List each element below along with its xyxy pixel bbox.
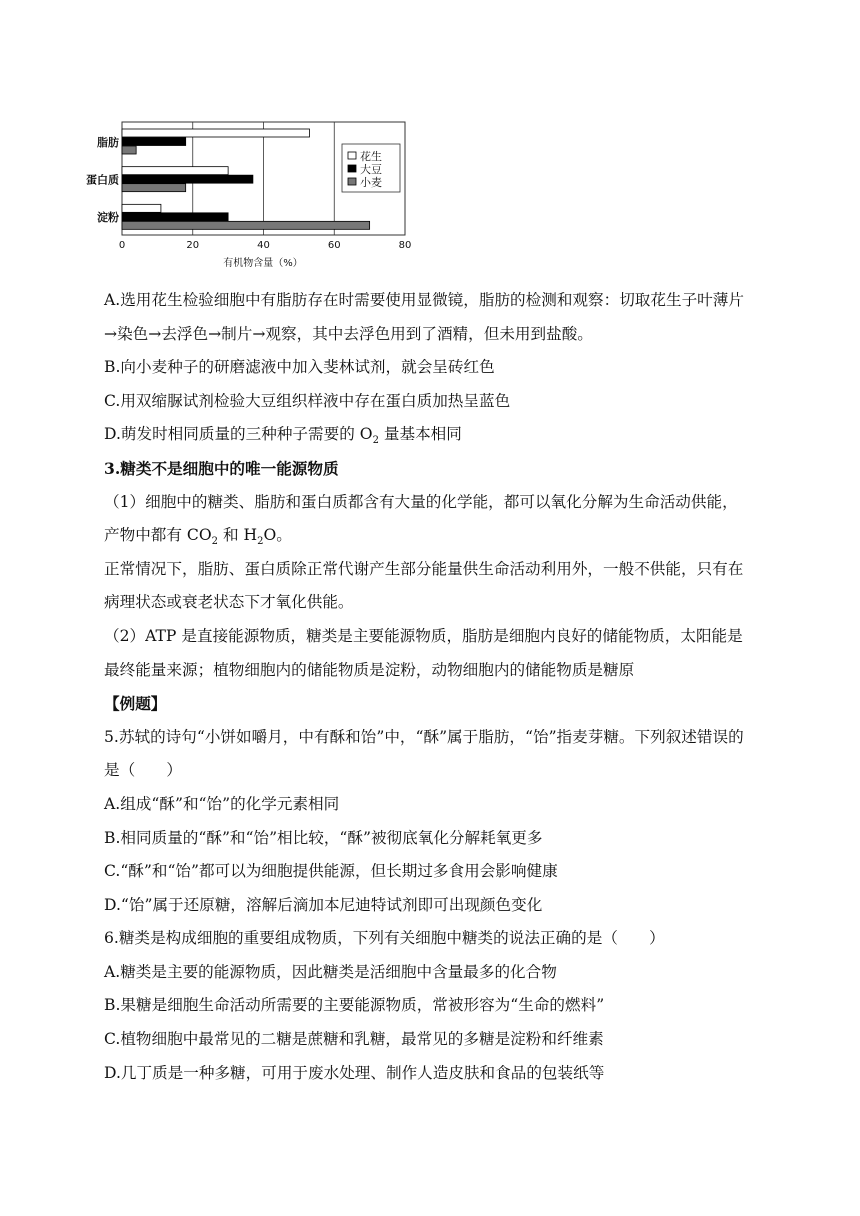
q5-option-d: D.“饴”属于还原糖，溶解后滴加本尼迪特试剂即可出现颜色变化 bbox=[104, 895, 543, 914]
subscript-co2: 2 bbox=[211, 536, 219, 548]
option-b: B.向小麦种子的研磨滤液中加入斐林试剂，就会呈砖红色 bbox=[104, 358, 495, 377]
section-3-p2-line2: 病理状态或衰老状态下才氧化供能。 bbox=[104, 593, 354, 612]
p1-text-c: O。 bbox=[263, 526, 292, 545]
legend-label: 大豆 bbox=[360, 163, 382, 176]
section-3-heading: 3.糖类不是细胞中的唯一能源物质 bbox=[104, 458, 339, 478]
chart-bars bbox=[122, 129, 370, 229]
q6-option-b: B.果糖是细胞生命活动所需要的主要能源物质，常被形容为“生命的燃料” bbox=[104, 996, 605, 1015]
document-body bbox=[104, 284, 794, 1090]
q6-option-c: C.植物细胞中最常见的二糖是蔗糖和乳糖，最常见的多糖是淀粉和纤维素 bbox=[104, 1030, 604, 1049]
option-d-text: D.萌发时相同质量的三种种子需要的 O bbox=[104, 425, 373, 444]
chart-x-axis-label: 有机物含量（%） bbox=[223, 258, 303, 269]
x-tick-label: 40 bbox=[257, 240, 270, 251]
organic-content-bar-chart bbox=[80, 114, 420, 274]
chart-x-tick-labels bbox=[119, 240, 412, 251]
x-tick-label: 20 bbox=[186, 240, 200, 251]
bar bbox=[122, 175, 253, 183]
option-d bbox=[104, 418, 794, 452]
subscript-h2o: 2 bbox=[257, 536, 264, 548]
bar bbox=[122, 138, 186, 146]
section-3-p1-line2 bbox=[104, 519, 794, 553]
q5-stem-line2: 是（ ） bbox=[104, 761, 182, 780]
p1-text-b: 和 H bbox=[218, 526, 258, 545]
q5-option-b: B.相同质量的“酥”和“饴”相比较，“酥”被彻底氧化分解耗氧更多 bbox=[104, 828, 543, 847]
section-3-p1-line1: （1）细胞中的糖类、脂肪和蛋白质都含有大量的化学能，都可以氧化分解为生命活动供能， bbox=[104, 492, 738, 511]
legend-label: 花生 bbox=[360, 150, 382, 163]
bar bbox=[122, 129, 309, 137]
bar bbox=[122, 146, 136, 154]
p1-text-a: 产物中都有 CO bbox=[104, 526, 212, 545]
q5-stem-line1: 5.苏轼的诗句“小饼如嚼月，中有酥和饴”中，“酥”属于脂肪，“饴”指麦芽糖。下列叙述错误的 bbox=[104, 727, 744, 746]
option-c: C.用双缩脲试剂检验大豆组织样液中存在蛋白质加热呈蓝色 bbox=[104, 391, 511, 410]
section-3-p3-line2: 最终能量来源；植物细胞内的储能物质是淀粉，动物细胞内的储能物质是糖原 bbox=[104, 660, 635, 679]
q6-option-a: A.糖类是主要的能源物质，因此糖类是活细胞中含量最多的化合物 bbox=[104, 962, 557, 981]
section-3-p3-line1: （2）ATP 是直接能源物质，糖类是主要能源物质，脂肪是细胞内良好的储能物质，太阳能是 bbox=[104, 626, 743, 645]
bar bbox=[122, 184, 186, 192]
option-a-line2: →染色→去浮色→制片→观察，其中去浮色用到了酒精，但未用到盐酸。 bbox=[104, 324, 593, 343]
q6-stem: 6.糖类是构成细胞的重要组成物质，下列有关细胞中糖类的说法正确的是（ ） bbox=[104, 929, 665, 948]
q6-option-d: D.几丁质是一种多糖，可用于废水处理、制作人造皮肤和食品的包装纸等 bbox=[104, 1063, 605, 1082]
legend-swatch bbox=[348, 178, 356, 185]
legend-swatch bbox=[348, 152, 356, 159]
example-heading: 【例题】 bbox=[104, 694, 167, 714]
category-label: 脂肪 bbox=[97, 135, 119, 149]
q5-option-a: A.组成“酥”和“饴”的化学元素相同 bbox=[104, 794, 340, 813]
section-3-p2-line1: 正常情况下，脂肪、蛋白质除正常代谢产生部分能量供生命活动利用外，一般不供能，只有在 bbox=[104, 559, 744, 578]
x-tick-label: 0 bbox=[118, 240, 126, 251]
subscript-2: 2 bbox=[372, 435, 379, 447]
category-label: 蛋白质 bbox=[86, 173, 119, 187]
bar bbox=[122, 204, 161, 212]
option-d-text-end: 量基本相同 bbox=[378, 425, 462, 444]
legend-swatch bbox=[348, 165, 356, 172]
x-tick-label: 60 bbox=[327, 240, 341, 251]
option-a-line1: A.选用花生检验细胞中有脂肪存在时需要使用显微镜，脂肪的检测和观察：切取花生子叶薄片 bbox=[104, 291, 744, 309]
legend-label: 小麦 bbox=[360, 176, 382, 189]
chart-category-labels bbox=[86, 135, 119, 224]
x-tick-label: 80 bbox=[398, 240, 412, 251]
q5-option-c: C.“酥”和“饴”都可以为细胞提供能源，但长期过多食用会影响健康 bbox=[104, 862, 558, 881]
bar bbox=[122, 167, 228, 175]
bar bbox=[122, 213, 228, 221]
bar bbox=[122, 221, 370, 229]
chart-legend bbox=[342, 144, 400, 192]
category-label: 淀粉 bbox=[97, 211, 119, 225]
